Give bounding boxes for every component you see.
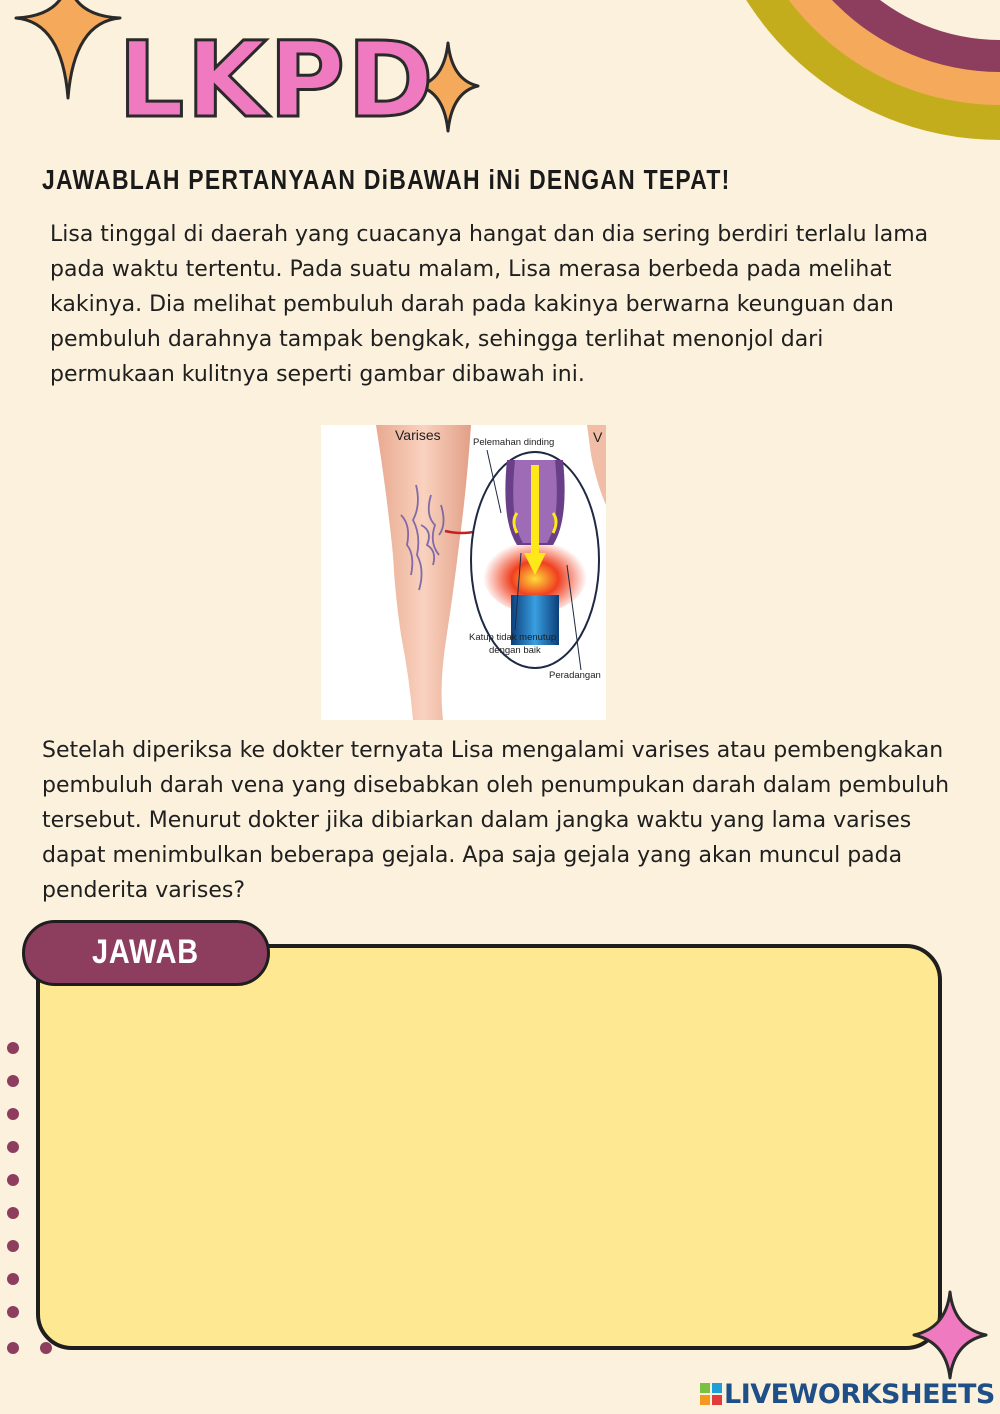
- decor-dot: [7, 1306, 19, 1318]
- decor-dot: [7, 1174, 19, 1186]
- page-title: LKPD: [118, 19, 436, 141]
- rainbow-decoration: [690, 0, 1000, 190]
- star-icon: [8, 0, 128, 100]
- liveworksheets-logo-icon: [700, 1383, 722, 1405]
- label-varises: Varises: [395, 427, 441, 443]
- decor-dot: [7, 1207, 19, 1219]
- label-wall: Pelemahan dinding: [473, 437, 555, 448]
- decor-dot: [40, 1342, 52, 1354]
- story-paragraph: Lisa tinggal di daerah yang cuacanya hangat dan dia sering berdiri terlalu lama pada waktu tertentu. Pada suatu malam, Lisa merasa berbeda pada melihat kakinya. Dia melihat pembuluh darah pada kakinya berwarna keunguan dan pembuluh darahnya tampak bengkak, sehingga terlihat menonjol dari permukaan kulitnya seperti gambar dibawah ini.: [50, 222, 929, 387]
- decor-dot: [7, 1273, 19, 1285]
- decor-dot: [7, 1141, 19, 1153]
- liveworksheets-brand[interactable]: [700, 1376, 995, 1412]
- instruction-heading: JAWABLAH PERTANYAAN DiBAWAH iNi DENGAN TEPAT!: [42, 164, 731, 195]
- question-paragraph: Setelah diperiksa ke dokter ternyata Lisa mengalami varises atau pembengkakan pembuluh darah vena yang disebabkan oleh penumpukan darah dalam pembuluh tersebut. Menurut dokter jika dibiarkan dalam jangka waktu yang lama varises dapat menimbulkan beberapa gejala. Apa saja gejala yang akan muncul pada penderita varises?: [42, 738, 950, 903]
- decor-dot: [7, 1075, 19, 1087]
- label-valve-2: dengan baik: [489, 645, 541, 656]
- label-inflammation: Peradangan: [549, 670, 601, 681]
- varicose-illustration: [321, 425, 606, 720]
- label-cut: V: [593, 429, 603, 445]
- answer-label: JAWAB: [92, 933, 200, 971]
- decor-dot: [7, 1108, 19, 1120]
- decor-dot: [7, 1342, 19, 1354]
- decor-dot: [7, 1042, 19, 1054]
- decor-dot: [7, 1240, 19, 1252]
- answer-textarea[interactable]: [36, 944, 942, 1350]
- label-valve-1: Katup tidak menutup: [469, 632, 557, 643]
- sparkle-pink-icon: [910, 1290, 990, 1380]
- varicose-vein-figure: [321, 425, 606, 720]
- brand-text: LIVEWORKSHEETS: [724, 1378, 995, 1410]
